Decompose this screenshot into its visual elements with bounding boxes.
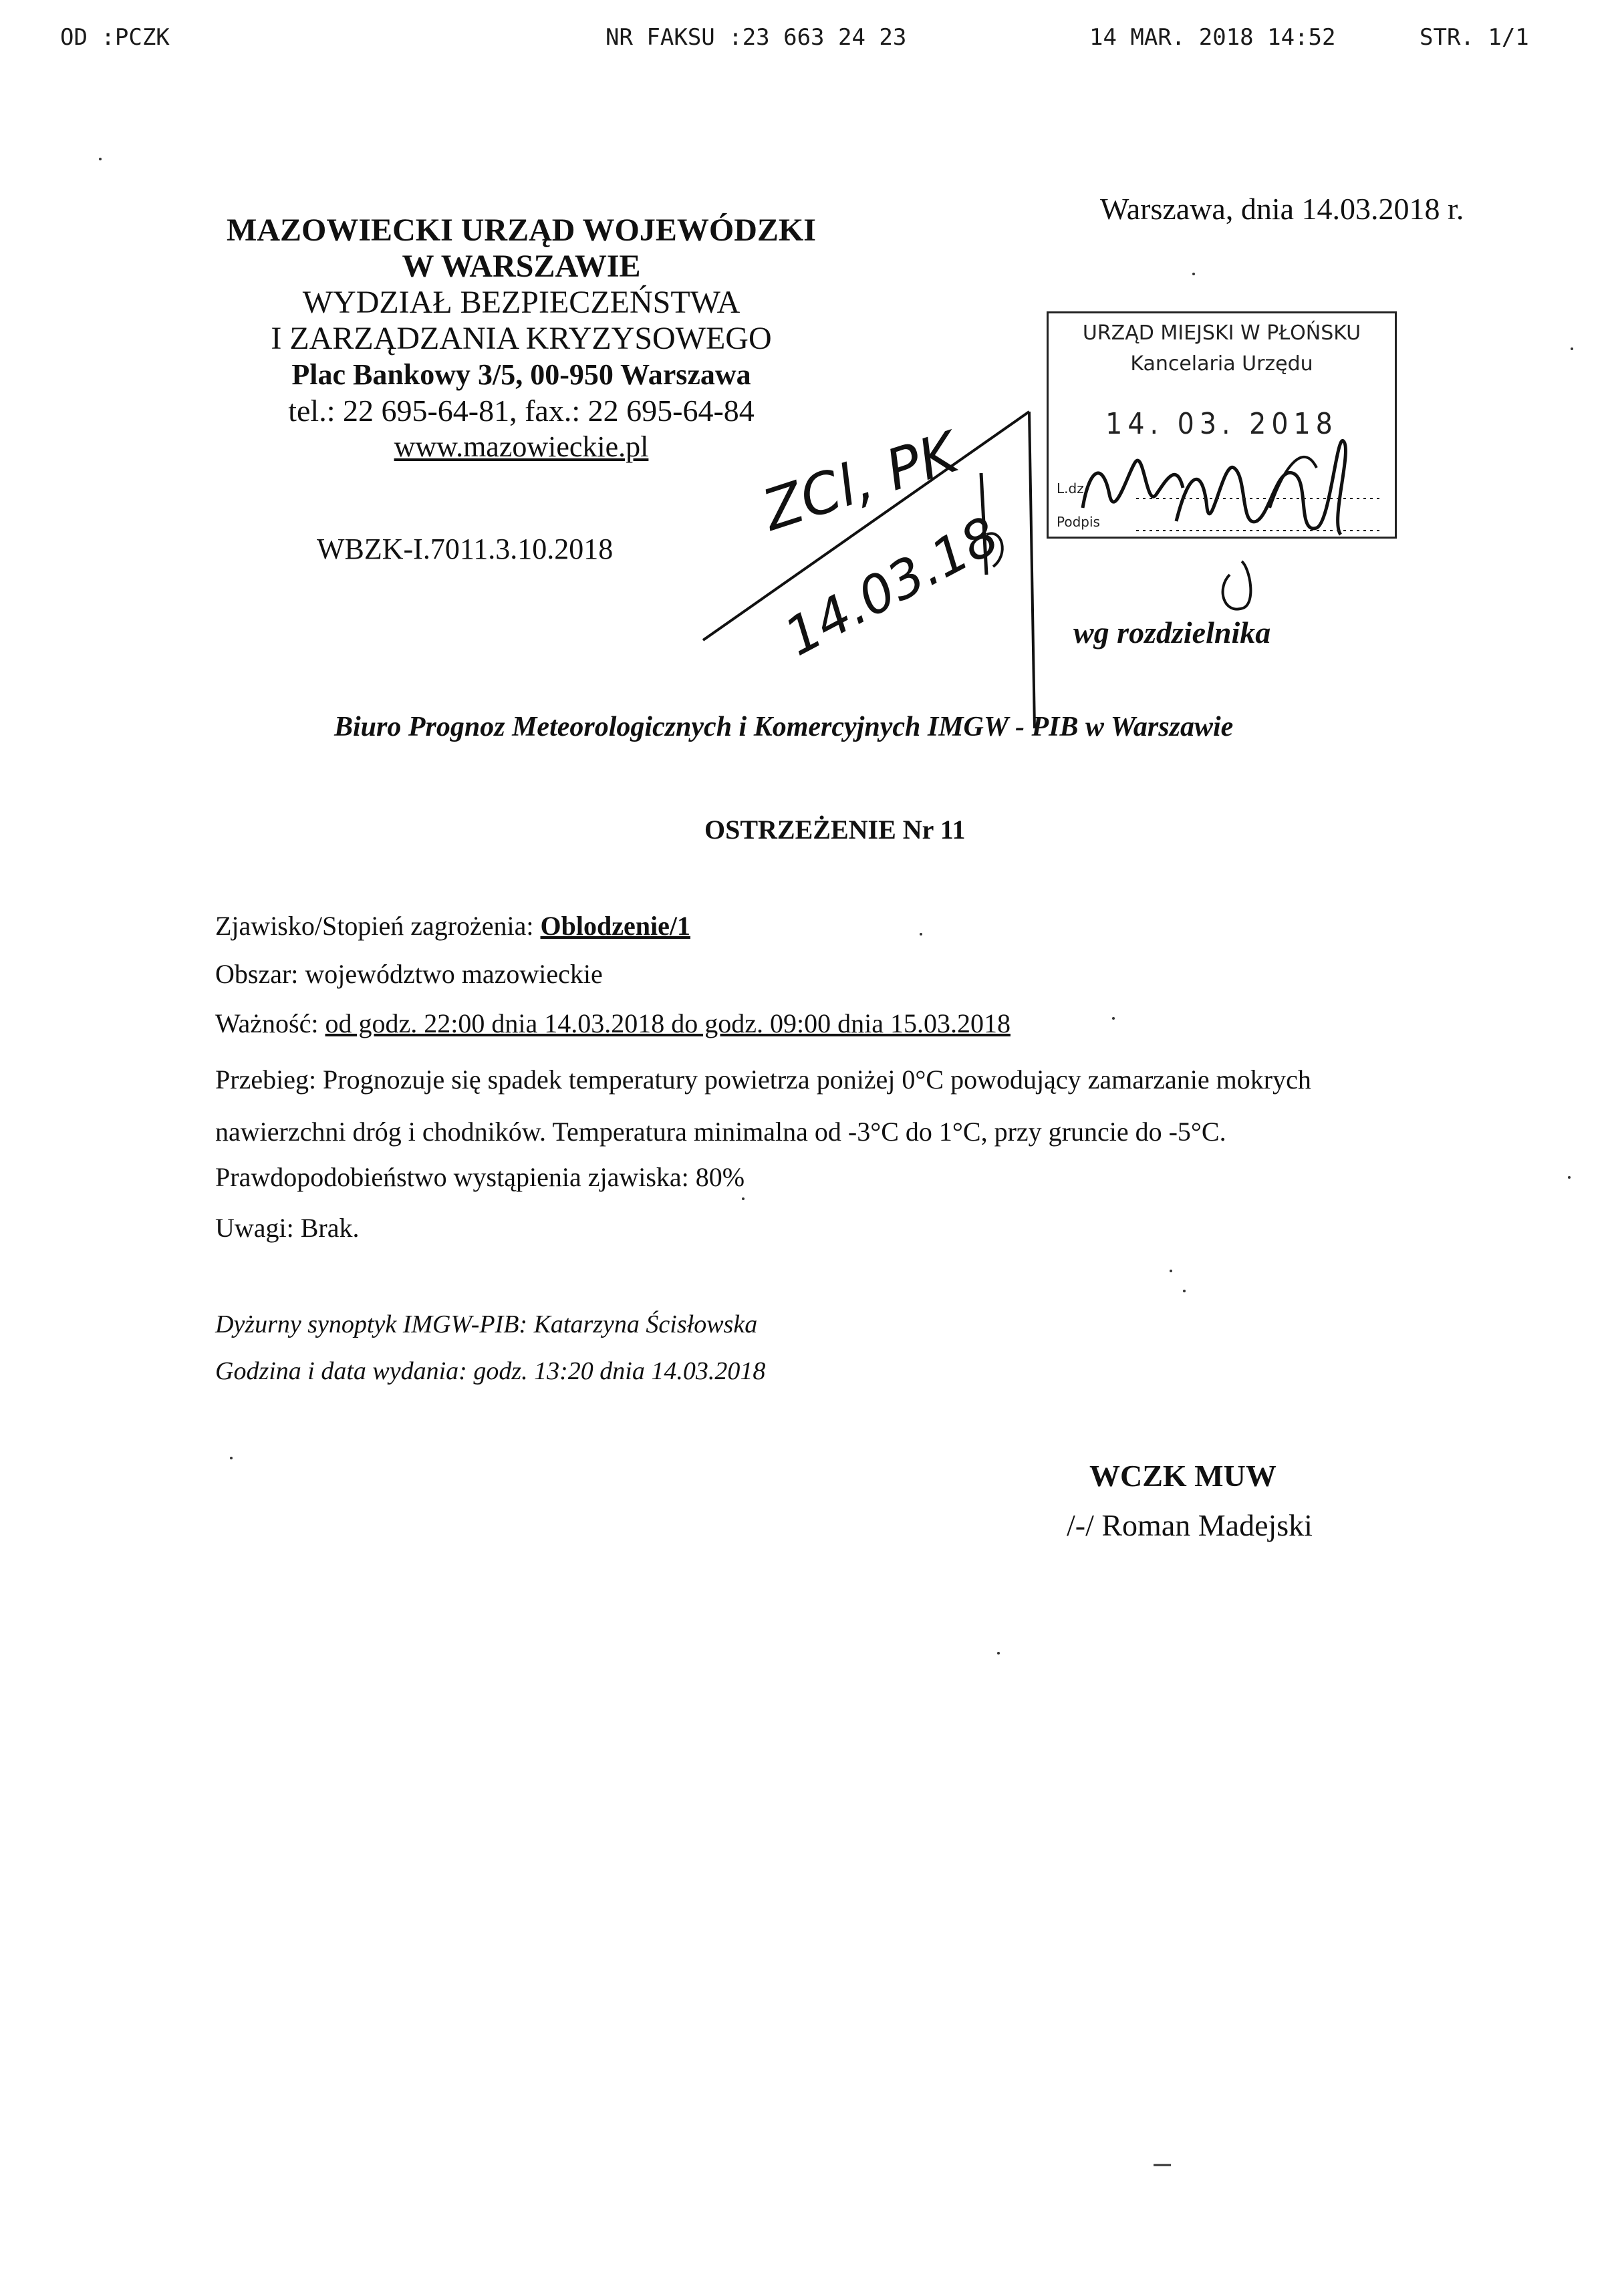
stamp-department: Kancelaria Urzędu bbox=[1130, 352, 1313, 376]
handwritten-note-1: ZCl, PK bbox=[755, 419, 966, 544]
fax-number: NR FAKSU :23 663 24 23 bbox=[606, 24, 907, 51]
fax-speck bbox=[1571, 347, 1573, 350]
sender-line-4: I ZARZĄDZANIA KRYZYSOWEGO bbox=[271, 321, 772, 356]
fax-speck bbox=[1170, 1270, 1172, 1272]
fax-speck bbox=[1112, 1017, 1115, 1020]
fax-speck bbox=[1568, 1176, 1571, 1179]
fax-speck bbox=[1183, 1290, 1186, 1292]
warning-title: OSTRZEŻENIE Nr 11 bbox=[704, 815, 966, 845]
stamp-lp-label: L.dz. bbox=[1057, 480, 1089, 496]
place-date: Warszawa, dnia 14.03.2018 r. bbox=[1100, 192, 1464, 226]
fax-speck bbox=[230, 1457, 233, 1459]
area-row bbox=[215, 958, 603, 990]
probability: Prawdopodobieństwo wystąpienia zjawiska: 80% bbox=[215, 1162, 745, 1192]
sender-line-3: WYDZIAŁ BEZPIECZEŃSTWA bbox=[302, 285, 741, 320]
sender-line-1: MAZOWIECKI URZĄD WOJEWÓDZKI bbox=[227, 212, 816, 248]
sender-website[interactable]: www.mazowieckie.pl bbox=[394, 430, 649, 463]
issuer: Biuro Prognoz Meteorologicznych i Komercyjnych IMGW - PIB w Warszawie bbox=[334, 712, 1234, 742]
area-label: Obszar: bbox=[215, 959, 299, 989]
stamp-office: URZĄD MIEJSKI W PŁOŃSKU bbox=[1082, 321, 1361, 345]
phenomenon-row bbox=[215, 910, 690, 942]
validity-value: od godz. 22:00 dnia 14.03.2018 do godz. 09:00 dnia 15.03.2018 bbox=[325, 1008, 1011, 1038]
area-value: województwo mazowieckie bbox=[305, 959, 603, 989]
issue-time: Godzina i data wydania: godz. 13:20 dnia 14.03.2018 bbox=[215, 1357, 766, 1385]
fax-speck bbox=[920, 933, 922, 936]
fax-speck bbox=[99, 158, 102, 160]
course-line-1: Przebieg: Prognozuje się spadek temperatury powietrza poniżej 0°C powodujący zamarzanie mokrych bbox=[215, 1064, 1311, 1095]
sender-phone: tel.: 22 695-64-81, fax.: 22 695-64-84 bbox=[288, 394, 755, 428]
remarks: Uwagi: Brak. bbox=[215, 1213, 360, 1243]
fax-date-time: 14 MAR. 2018 14:52 bbox=[1089, 24, 1336, 51]
sender-address: Plac Bankowy 3/5, 00-950 Warszawa bbox=[291, 358, 751, 391]
phenomenon-value: Oblodzenie/1 bbox=[540, 911, 690, 941]
signature-office: WCZK MUW bbox=[1089, 1459, 1277, 1493]
fax-page: STR. 1/1 bbox=[1420, 24, 1529, 51]
stamp-date: 14. 03. 2018 bbox=[1105, 407, 1338, 441]
signature-name: /-/ Roman Madejski bbox=[1067, 1508, 1313, 1542]
validity-label: Ważność: bbox=[215, 1008, 319, 1038]
stamp-sign-label: Podpis bbox=[1057, 514, 1100, 530]
course-line-2: nawierzchni dróg i chodników. Temperatura minimalna od -3°C do 1°C, przy gruncie do -5°C. bbox=[215, 1117, 1226, 1147]
validity-row bbox=[215, 1008, 1011, 1039]
fax-speck bbox=[742, 1197, 745, 1200]
phenomenon-label: Zjawisko/Stopień zagrożenia: bbox=[215, 911, 534, 941]
forecaster: Dyżurny synoptyk IMGW-PIB: Katarzyna Ścisłowska bbox=[215, 1310, 758, 1338]
handwritten-note-2: 14.03.18 bbox=[775, 505, 1009, 668]
sender-line-2: W WARSZAWIE bbox=[402, 249, 641, 284]
fax-speck bbox=[1192, 273, 1195, 275]
reference-number: WBZK-I.7011.3.10.2018 bbox=[317, 533, 614, 565]
recipient: wg rozdzielnika bbox=[1073, 615, 1271, 650]
fax-from: OD :PCZK bbox=[60, 24, 170, 51]
fax-speck bbox=[997, 1652, 1000, 1655]
